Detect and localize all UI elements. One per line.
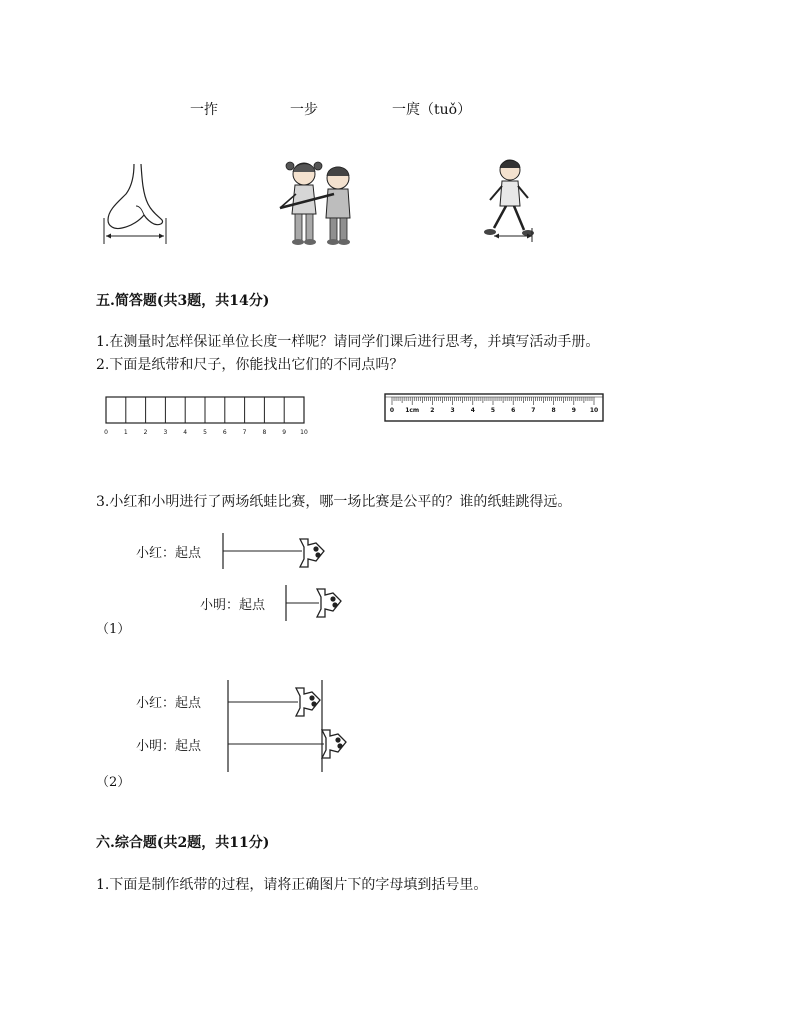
paper-strip-tick-label: 3 <box>163 429 168 436</box>
unit-label-zha: 一拃 <box>190 102 218 118</box>
paper-strip-tick-label: 10 <box>300 429 308 436</box>
ruler-tick-label: 8 <box>551 407 556 414</box>
section5-question-2: 2.下面是纸带和尺子，你能找出它们的不同点吗？ <box>96 357 404 373</box>
ruler-tick-label: 0 <box>389 407 395 414</box>
paper-strip-tick-labels <box>104 429 308 436</box>
paper-strip-tick-label: 1 <box>123 429 128 436</box>
section5-question-3: 3.小红和小明进行了两场纸蛙比赛，哪一场比赛是公平的？谁的纸蛙跳得远。 <box>96 494 572 510</box>
race1-label: （1） <box>96 622 131 637</box>
race2-xiaoming-frog-icon <box>322 730 346 758</box>
race1-xiaoming-label: 小明：起点 <box>200 598 266 613</box>
paper-strip-tick-label: 2 <box>143 429 148 436</box>
race2-xiaohong-frog-icon <box>296 688 320 716</box>
ruler-tick-label: 5 <box>490 407 496 414</box>
section5-question-1: 1.在测量时怎样保证单位长度一样呢？请同学们课后进行思考，并填写活动手册。 <box>96 334 600 350</box>
paper-strip-tick-label: 6 <box>222 429 227 436</box>
arm-span-children-illustration <box>276 150 368 250</box>
hand-span-illustration <box>96 160 176 250</box>
unit-label-bu: 一步 <box>290 102 318 118</box>
paper-strip-tick-label: 4 <box>183 429 188 436</box>
race2-label: （2） <box>96 775 131 790</box>
ruler-tick-label: 1cm <box>405 407 420 414</box>
ruler-tick-label: 2 <box>430 407 435 414</box>
section6-question-1: 1.下面是制作纸带的过程，请将正确图片下的字母填到括号里。 <box>96 877 488 893</box>
race1-xiaohong-track <box>222 531 332 571</box>
ruler-figure <box>382 392 606 424</box>
ruler-tick-label: 7 <box>531 407 536 414</box>
ruler-tick-label: 9 <box>571 407 576 414</box>
ruler-tick-label: 3 <box>450 407 455 414</box>
paper-strip-figure <box>100 394 314 438</box>
ruler-tick-label: 10 <box>589 407 599 414</box>
ruler-tick-label: 4 <box>470 407 475 414</box>
section6-heading: 六.综合题(共2题，共11分) <box>96 835 270 851</box>
paper-strip-tick-label: 5 <box>203 429 207 436</box>
paper-strip-tick-label: 0 <box>104 429 108 436</box>
paper-strip-tick-label: 7 <box>242 429 247 436</box>
race2-xiaoming-label: 小明：起点 <box>136 739 202 754</box>
race1-xiaohong-label: 小红：起点 <box>136 546 202 561</box>
unit-label-tuo: 一庹（tuǒ） <box>392 102 472 118</box>
section5-heading: 五.简答题(共3题，共14分) <box>96 293 270 309</box>
race2-tracks <box>226 678 356 774</box>
ruler-tick-label: 6 <box>511 407 516 414</box>
paper-strip-tick-label: 9 <box>282 429 287 436</box>
race1-xiaohong-frog-icon <box>300 539 324 567</box>
paper-strip-tick-label: 8 <box>262 429 267 436</box>
race1-xiaoming-track <box>285 583 355 623</box>
walking-step-illustration <box>480 156 540 246</box>
race1-xiaoming-frog-icon <box>317 589 341 617</box>
race2-xiaohong-label: 小红：起点 <box>136 696 202 711</box>
